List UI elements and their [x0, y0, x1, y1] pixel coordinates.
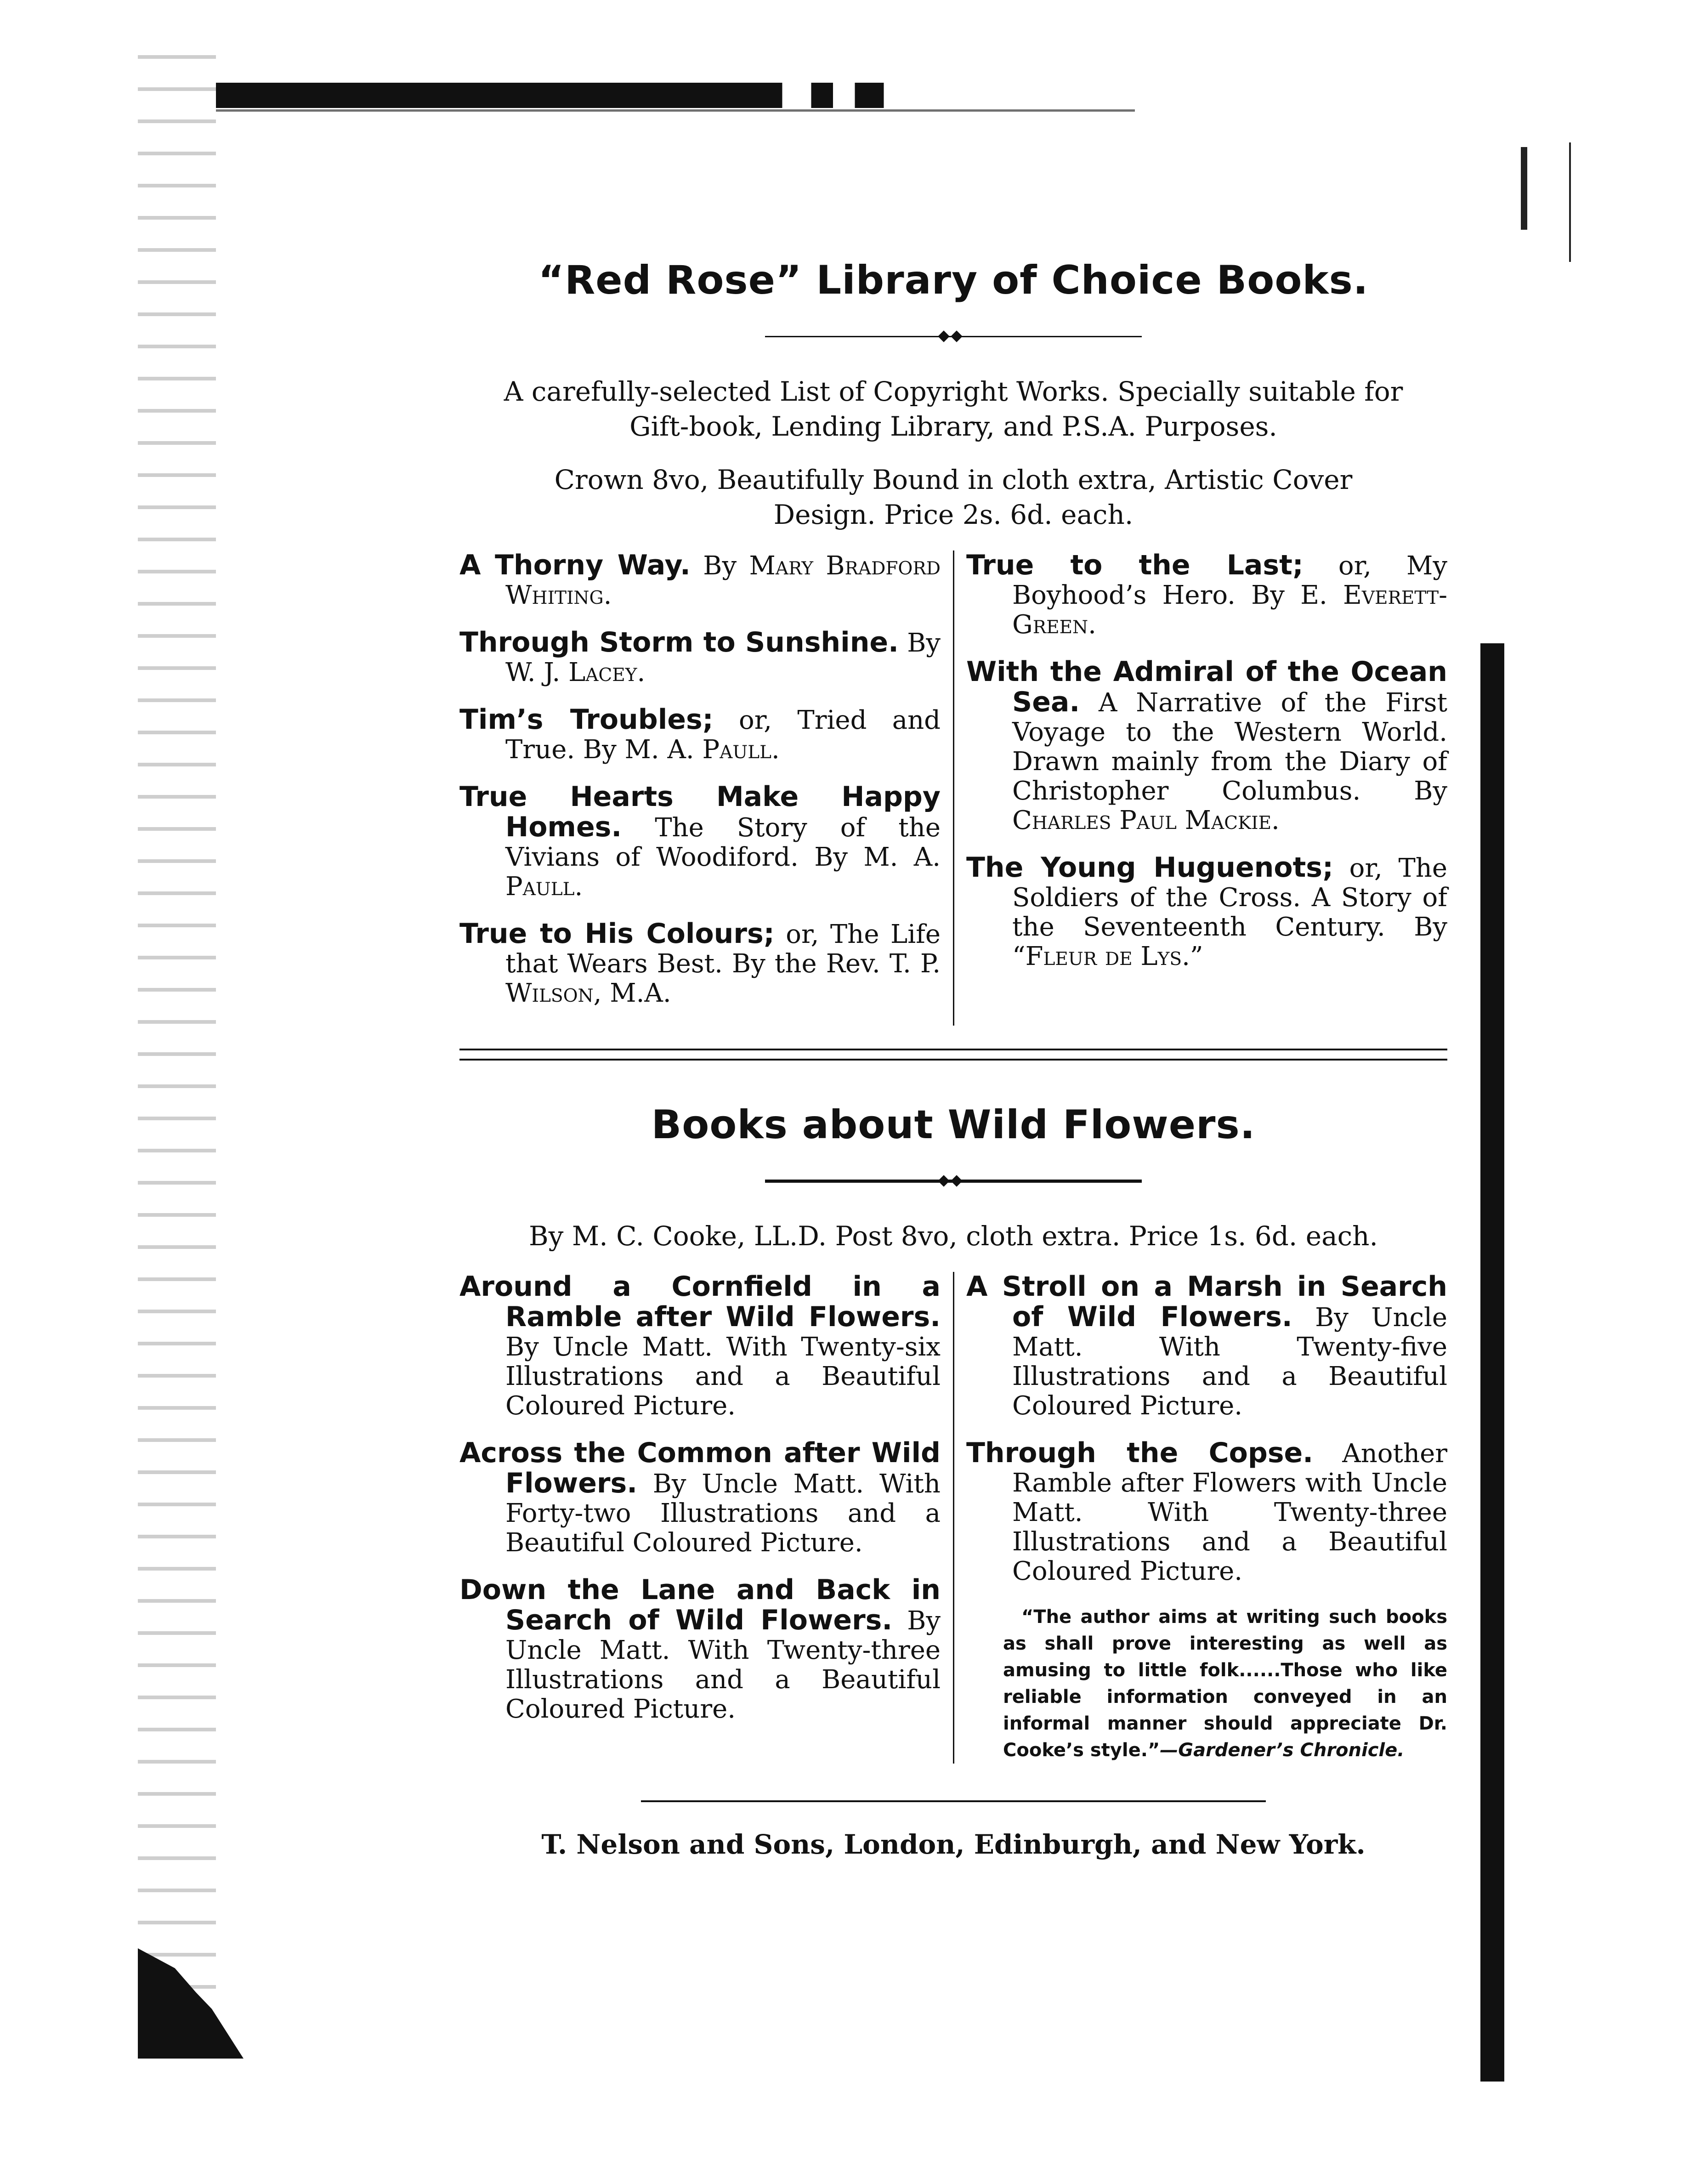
book-entry	[459, 628, 941, 687]
book-desc: By Uncle Matt. With Twenty-five Illustrations and a Beautiful Coloured Picture.	[1012, 1303, 1447, 1421]
book-entry	[459, 1272, 941, 1421]
wild-flowers-left-column	[459, 1272, 953, 1764]
book-desc: A Narrative of the First Voyage to the Western World. Drawn mainly from the Diary of Christopher Columbus. By	[1012, 688, 1447, 806]
wild-flowers-title: Books about Wild Flowers.	[651, 1102, 1256, 1148]
book-author: M. A. Paull.	[505, 842, 941, 902]
quote-text: “The author aims at writing such books as shall prove interesting as well as amusing to little folk......Those who like reliable information conveyed in an informal manner should appreciate Dr. Cooke’s style.”	[1003, 1606, 1447, 1761]
book-author: W. J. Lacey.	[505, 658, 646, 687]
book-author: “Fleur de Lys.”	[1012, 942, 1203, 971]
rule-diamond	[951, 1175, 962, 1186]
section-divider	[459, 1049, 1447, 1061]
book-author: T. P. Wilson, M.A.	[505, 949, 941, 1008]
book-entry	[966, 657, 1447, 835]
wild-flowers-book-list	[459, 1272, 1447, 1764]
book-desc: The Story of the Vivians of Woodiford. By	[505, 813, 941, 872]
scan-edge-right	[1480, 643, 1504, 2082]
wild-flowers-right-column	[953, 1272, 1447, 1764]
book-author: M. A. Paull.	[624, 735, 780, 765]
book-entry	[459, 1575, 941, 1724]
book-desc: By Uncle Matt. With Twenty-six Illustrations and a Beautiful Coloured Picture.	[505, 1332, 941, 1421]
ornamental-rule	[765, 331, 1142, 342]
book-entry	[459, 919, 941, 1008]
book-entry	[459, 782, 941, 902]
book-title: Around a Cornfield in a Ramble after Wild Flowers.	[459, 1271, 941, 1333]
book-entry	[966, 1438, 1447, 1586]
book-author: Mary Bradford Whiting.	[505, 551, 941, 610]
book-desc: By	[690, 551, 749, 581]
scan-edge-right-line	[1569, 142, 1571, 262]
book-author: Charles Paul Mackie.	[1012, 806, 1280, 835]
column-divider	[953, 1272, 954, 1764]
book-title: A Stroll on a Marsh in Search of Wild Flowers.	[966, 1271, 1447, 1333]
book-desc: or, The Life that Wears Best. By the Rev.	[505, 919, 941, 979]
book-desc: By Uncle Matt. With Twenty-three Illustrations and a Beautiful Coloured Picture.	[505, 1606, 941, 1724]
book-entry	[459, 1438, 941, 1558]
book-title: With the Admiral of the Ocean Sea.	[966, 656, 1447, 718]
red-rose-left-column	[459, 550, 953, 1026]
book-title: True to the Last;	[966, 549, 1304, 581]
intro-line-2: Gift-book, Lending Library, and P.S.A. Purposes.	[629, 411, 1277, 442]
book-desc: or, Tried and True. By	[505, 705, 941, 765]
red-rose-format	[459, 462, 1447, 532]
book-desc: or, The Soldiers of the Cross. A Story of the Seventeenth Century. By	[1012, 853, 1447, 942]
review-quote	[985, 1604, 1447, 1764]
book-entry	[459, 550, 941, 610]
rule-diamond	[938, 1175, 949, 1186]
book-desc: or, My Boyhood’s Hero. By	[1012, 551, 1447, 610]
scan-edge-top	[216, 83, 942, 108]
book-title: True to His Colours;	[459, 918, 775, 950]
book-entry	[966, 550, 1447, 640]
intro-line-1: A carefully-selected List of Copyright Works. Specially suitable for	[504, 376, 1403, 407]
column-divider	[953, 550, 954, 1026]
book-title: Through the Copse.	[966, 1437, 1314, 1469]
book-title: A Thorny Way.	[459, 549, 691, 581]
scan-edge-right-top	[1521, 147, 1527, 230]
quote-source: —Gardener’s Chronicle.	[1160, 1740, 1405, 1761]
format-line-2: Design. Price 2s. 6d. each.	[773, 499, 1134, 530]
red-rose-intro	[459, 374, 1447, 444]
book-title: Across the Common after Wild Flowers.	[459, 1437, 941, 1499]
book-desc: By Uncle Matt. With Forty-two Illustrations and a Beautiful Coloured Picture.	[505, 1469, 941, 1558]
book-entry	[966, 853, 1447, 971]
ornamental-rule	[765, 1175, 1142, 1186]
publisher-footer: T. Nelson and Sons, London, Edinburgh, and New York.	[541, 1829, 1366, 1860]
red-rose-right-column	[953, 550, 1447, 1026]
rule-diamond	[938, 330, 949, 342]
book-title: The Young Huguenots;	[966, 851, 1333, 884]
format-line-1: Crown 8vo, Beautifully Bound in cloth extra, Artistic Cover	[554, 464, 1353, 495]
footer-rule	[641, 1800, 1266, 1802]
book-title: True Hearts Make Happy Homes.	[459, 781, 941, 843]
rule-diamond	[951, 330, 962, 342]
red-rose-title: “Red Rose” Library of Choice Books.	[538, 257, 1369, 303]
red-rose-book-list	[459, 550, 1447, 1026]
book-author: E. Everett-Green.	[1012, 580, 1448, 640]
book-title: Down the Lane and Back in Search of Wild Flowers.	[459, 1574, 941, 1636]
book-desc: By	[898, 628, 941, 658]
book-title: Through Storm to Sunshine.	[459, 626, 899, 658]
scan-edge-left	[138, 41, 216, 2045]
scan-edge-top-line	[216, 109, 1135, 112]
book-entry	[459, 705, 941, 765]
book-desc: Another Ramble after Flowers with Uncle Matt. With Twenty-three Illustrations and a Beautiful Coloured Picture.	[1012, 1439, 1447, 1586]
book-title: Tim’s Troubles;	[459, 703, 714, 736]
book-entry	[966, 1272, 1447, 1421]
wild-flowers-intro: By M. C. Cooke, LL.D. Post 8vo, cloth extra. Price 1s. 6d. each.	[529, 1220, 1378, 1252]
advertisement-page	[459, 257, 1447, 1887]
